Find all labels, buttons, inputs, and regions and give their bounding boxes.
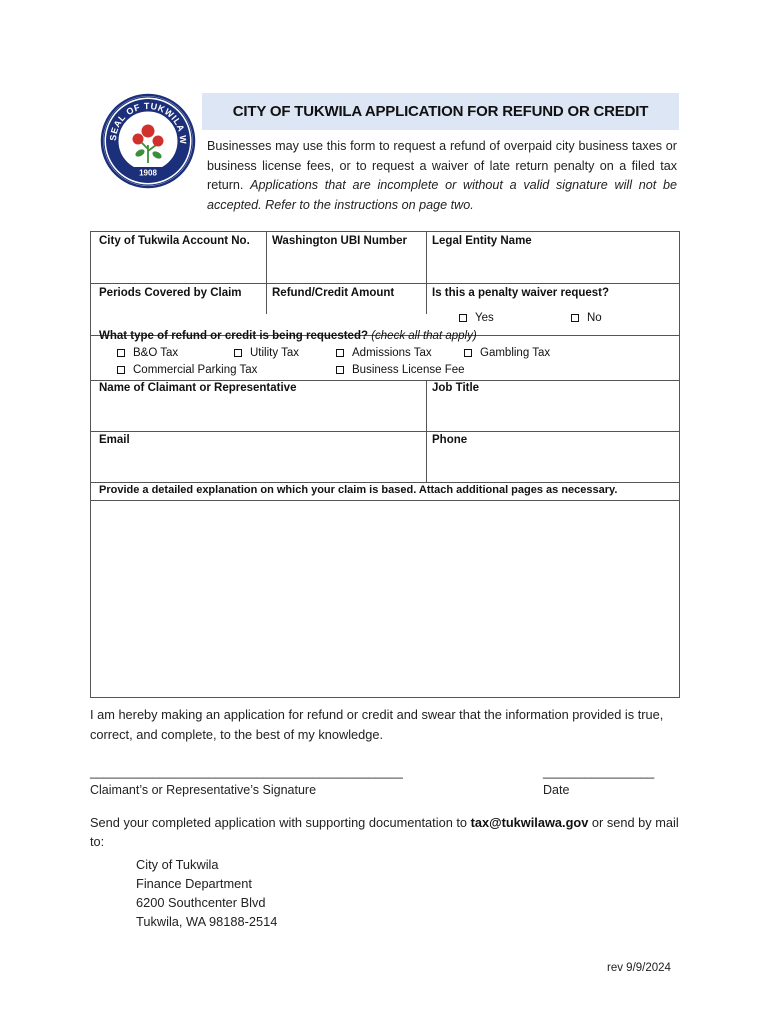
form-title: CITY OF TUKWILA APPLICATION FOR REFUND OR CREDIT — [202, 93, 679, 130]
phone-label: Phone — [432, 434, 468, 446]
bo-tax-label: B&O Tax — [133, 347, 179, 359]
ubi-number-label: Washington UBI Number — [272, 235, 408, 247]
address-line: Tukwila, WA 98188-2514 — [136, 914, 278, 929]
commercial-parking-checkbox[interactable] — [117, 366, 125, 374]
signature-label: Claimant’s or Representative’s Signature — [90, 783, 317, 797]
application-form — [90, 231, 680, 698]
account-number-field[interactable] — [91, 232, 266, 283]
refund-type-question — [99, 330, 477, 342]
date-label: Date — [543, 783, 570, 797]
periods-covered-field[interactable] — [91, 284, 266, 314]
seal-year: 1908 — [139, 168, 157, 178]
mailing-suffix: or send by mail to: — [90, 815, 679, 849]
revision-date: rev 9/9/2024 — [607, 962, 671, 974]
commercial-parking-label: Commercial Parking Tax — [133, 364, 258, 376]
intro-text — [207, 137, 677, 215]
type-utility-tax[interactable] — [234, 347, 299, 359]
job-title-label: Job Title — [432, 382, 480, 394]
mailing-prefix: Send your completed application with supporting documentation to — [90, 815, 471, 830]
utility-tax-checkbox[interactable] — [234, 349, 242, 357]
address-line: 6200 Southcenter Blvd — [136, 895, 266, 910]
gambling-tax-label: Gambling Tax — [480, 347, 551, 359]
legal-entity-label: Legal Entity Name — [432, 235, 532, 247]
bo-tax-checkbox[interactable] — [117, 349, 125, 357]
claimant-name-label: Name of Claimant or Representative — [99, 382, 297, 394]
penalty-yes-label: Yes — [475, 312, 494, 324]
job-title-field[interactable] — [427, 381, 679, 431]
email-field[interactable] — [91, 432, 426, 482]
refund-amount-label: Refund/Credit Amount — [272, 287, 395, 299]
penalty-no-checkbox[interactable] — [571, 314, 579, 322]
date-line[interactable]: ________________ — [543, 765, 655, 779]
gambling-tax-checkbox[interactable] — [464, 349, 472, 357]
mailing-address — [136, 855, 277, 931]
claimant-name-field[interactable] — [91, 381, 426, 431]
refund-amount-field[interactable] — [267, 284, 426, 314]
utility-tax-label: Utility Tax — [250, 347, 299, 359]
ubi-number-field[interactable] — [267, 232, 426, 283]
address-line: Finance Department — [136, 876, 252, 891]
intro-italic: Applications that are incomplete or without a valid signature will not be accepted. Refer to the instructions on page two. — [207, 178, 677, 212]
admissions-tax-label: Admissions Tax — [352, 347, 432, 359]
intro-plain: Businesses may use this form to request a refund of overpaid city business taxes or business license fees, or to request a waiver of late return penalty on a filed tax return. — [207, 139, 677, 192]
explanation-label: Provide a detailed explanation on which your claim is based. Attach additional pages as necessary. — [99, 484, 618, 496]
mailing-instructions — [90, 813, 690, 851]
declaration-text: I am hereby making an application for refund or credit and swear that the information provided is true, correct, and complete, to the best of my knowledge. — [90, 707, 664, 742]
signature-line[interactable]: _____________________________________________ — [90, 765, 403, 779]
address-line: City of Tukwila — [136, 857, 219, 872]
refund-type-hint: (check all that apply) — [371, 330, 477, 342]
tax-email-link[interactable]: tax@tukwilawa.gov — [470, 815, 589, 830]
phone-field[interactable] — [427, 432, 679, 482]
admissions-tax-checkbox[interactable] — [336, 349, 344, 357]
explanation-textarea[interactable] — [91, 501, 679, 697]
seal-top-text: SEAL OF TUKWILA W — [107, 100, 189, 145]
penalty-waiver-label: Is this a penalty waiver request? — [432, 287, 610, 299]
type-business-license-fee[interactable] — [336, 364, 465, 376]
type-admissions-tax[interactable] — [336, 347, 432, 359]
type-bo-tax[interactable] — [117, 347, 178, 359]
city-seal-icon — [100, 93, 196, 189]
penalty-yes-checkbox[interactable] — [459, 314, 467, 322]
periods-covered-label: Periods Covered by Claim — [99, 287, 242, 299]
penalty-no-option[interactable] — [571, 312, 602, 324]
type-commercial-parking-tax[interactable] — [117, 364, 257, 376]
email-label: Email — [99, 434, 130, 446]
penalty-no-label: No — [587, 312, 602, 324]
business-license-checkbox[interactable] — [336, 366, 344, 374]
account-number-label: City of Tukwila Account No. — [99, 235, 250, 247]
type-gambling-tax[interactable] — [464, 347, 550, 359]
business-license-label: Business License Fee — [352, 364, 465, 376]
refund-type-label: What type of refund or credit is being requested? — [99, 330, 368, 342]
legal-entity-field[interactable] — [427, 232, 679, 283]
penalty-yes-option[interactable] — [459, 312, 494, 324]
